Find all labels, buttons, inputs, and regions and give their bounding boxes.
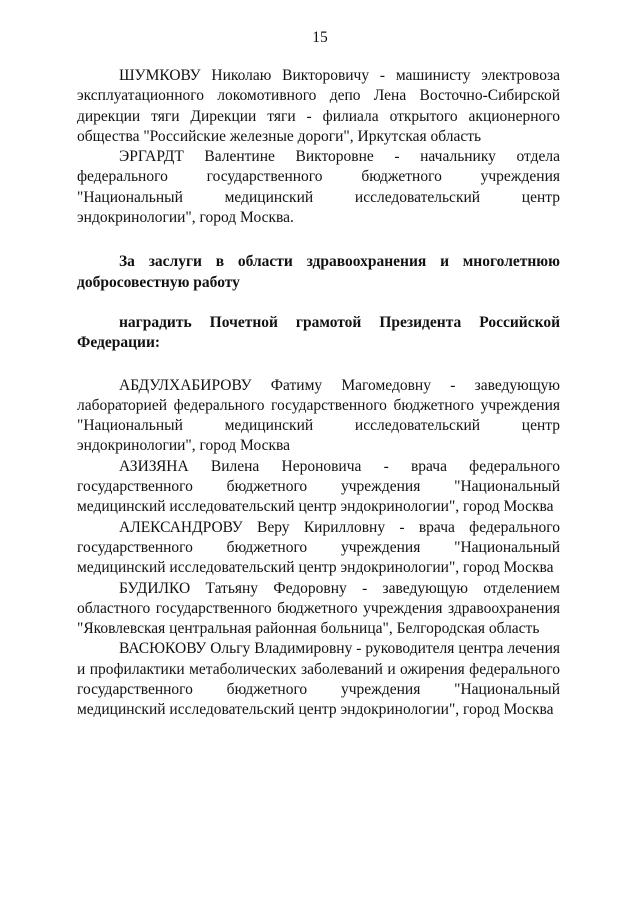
entry-shumkov: ШУМКОВУ Николаю Викторовичу - машинисту электровоза эксплуатационного локомотивного депо Лена Восточно-Сибирской дирекции тяги Дирекции тяги - филиала открытого акционерного общества "Российские железные дороги", Иркутская область bbox=[77, 67, 560, 145]
entry-azizyan: АЗИЗЯНА Вилена Нероновича - врача федерального государственного бюджетного учреждения "Национальный медицинский исследовательский центр эндокринологии", город Москва bbox=[77, 457, 560, 516]
section-heading: За заслуги в области здравоохранения и многолетнюю добросовестную работу bbox=[77, 253, 560, 291]
award-heading: наградить Почетной грамотой Президента Российской Федерации: bbox=[77, 313, 560, 352]
page-number: 15 bbox=[312, 29, 328, 46]
entry-budilko: БУДИЛКО Татьяну Федоровну - заведующую отделением областного государственного бюджетного учреждения здравоохранения "Яковлевская центральная районная больница", Белгородская область bbox=[77, 579, 560, 638]
entry-aleksandrova: АЛЕКСАНДРОВУ Веру Кирилловну - врача федерального государственного бюджетного учреждения "Национальный медицинский исследовательский центр эндокринологии", город Москва bbox=[77, 518, 560, 577]
entry-vasyukova: ВАСЮКОВУ Ольгу Владимировну - руководителя центра лечения и профилактики метаболических заболеваний и ожирения федерального государственного бюджетного учреждения "Национальный медицинский исследовательский центр эндокринологии", город Москва bbox=[77, 640, 560, 719]
document-body bbox=[77, 66, 560, 721]
entry-ergardt: ЭРГАРДТ Валентине Викторовне - начальнику отдела федерального государственного бюджетного учреждения "Национальный медицинский исследовательский центр эндокринологии", город Москва. bbox=[77, 148, 560, 227]
entry-abdulkhabirova: АБДУЛХАБИРОВУ Фатиму Магомедовну - заведующую лабораторией федерального государственного бюджетного учреждения "Национальный медицинский исследовательский центр эндокринологии", город Москва bbox=[77, 376, 560, 455]
